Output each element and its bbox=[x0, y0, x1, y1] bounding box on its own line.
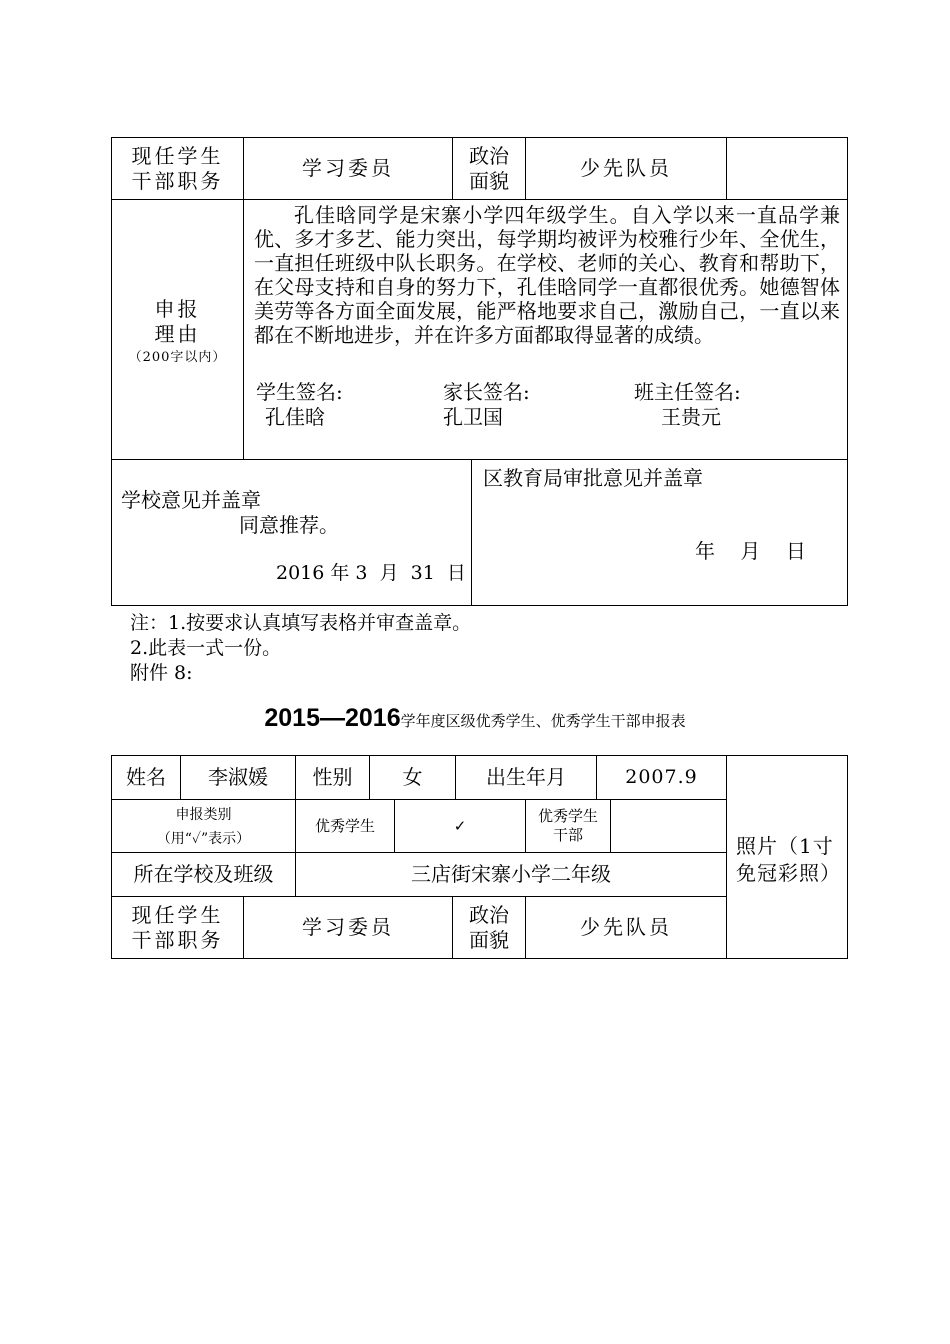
excellent-cadre-checkbox[interactable] bbox=[611, 800, 726, 852]
excellent-student-label: 优秀学生 bbox=[314, 816, 375, 835]
name-label: 姓名 bbox=[126, 765, 166, 789]
parent-signature-label: 家长签名: bbox=[443, 380, 530, 404]
category-label-line1: 申报类别 bbox=[175, 807, 232, 823]
politics-label-2: 政治 面貌 bbox=[469, 902, 509, 952]
birth-value: 2007.9 bbox=[625, 765, 698, 788]
gender-value: 女 bbox=[402, 765, 423, 789]
gender-label: 性别 bbox=[312, 765, 353, 789]
form-title-text: 学年度区级优秀学生、优秀学生干部申报表 bbox=[400, 712, 686, 730]
excellent-cadre-label: 优秀学生 干部 bbox=[537, 807, 598, 844]
teacher-signature-label: 班主任签名: bbox=[634, 380, 741, 404]
teacher-signature: 王贵元 bbox=[661, 405, 721, 429]
position-value-2: 学习委员 bbox=[302, 915, 394, 939]
excellent-student-checkbox[interactable]: ✓ bbox=[453, 816, 467, 835]
note-line-2: 2.此表一式一份。 bbox=[130, 637, 282, 659]
student-signature: 孔佳晗 bbox=[265, 405, 325, 429]
birth-label: 出生年月 bbox=[486, 765, 566, 789]
note-line-1: 注：1.按要求认真填写表格并审查盖章。 bbox=[130, 612, 472, 634]
form-title-years: 2015—2016 bbox=[264, 704, 401, 732]
position-label: 现任学生 干部职务 bbox=[131, 143, 224, 193]
category-label-line2: （用“✓”表示） bbox=[156, 831, 251, 847]
student-signature-label: 学生签名: bbox=[256, 380, 343, 404]
name-value: 李淑媛 bbox=[208, 765, 268, 789]
bureau-opinion-date: 年 月 日 bbox=[695, 539, 806, 563]
reason-text: 孔佳晗同学是宋寨小学四年级学生。自入学以来一直品学兼优、多才多艺、能力突出，每学期均被评为校雅行少年、全优生，一直担任班级中队长职务。在学校、老师的关心、教育和帮助下，在父母支持和自身的努力下，孔佳晗同学一直都很优秀。她德智体美劳等各方面全面发展，能严格地要求自己，激励自己，一直以来都在不断地进步，并在许多方面都取得显著的成绩。 bbox=[254, 203, 840, 347]
politics-label: 政治 面貌 bbox=[469, 143, 509, 193]
school-class-label: 所在学校及班级 bbox=[133, 862, 274, 886]
politics-value: 少先队员 bbox=[580, 156, 672, 180]
school-opinion-text: 同意推荐。 bbox=[239, 513, 339, 537]
reason-label-line2: 理由 bbox=[154, 322, 201, 346]
school-opinion-date: 2016 年 3 月 31 日 bbox=[276, 562, 466, 584]
position-label-2: 现任学生 干部职务 bbox=[131, 902, 224, 952]
photo-placeholder: 照片（1寸免冠彩照） bbox=[736, 834, 841, 885]
parent-signature: 孔卫国 bbox=[443, 405, 503, 429]
school-opinion-label: 学校意见并盖章 bbox=[121, 488, 261, 512]
reason-label-note: （200字以内） bbox=[128, 350, 227, 365]
bureau-opinion-label: 区教育局审批意见并盖章 bbox=[483, 466, 703, 490]
politics-value-2: 少先队员 bbox=[580, 915, 672, 939]
position-value: 学习委员 bbox=[302, 156, 394, 180]
school-class-value: 三店街宋寨小学二年级 bbox=[411, 862, 611, 886]
note-line-3: 附件 8: bbox=[130, 662, 193, 684]
form-title bbox=[0, 704, 950, 733]
reason-label-line1: 申报 bbox=[154, 297, 201, 321]
